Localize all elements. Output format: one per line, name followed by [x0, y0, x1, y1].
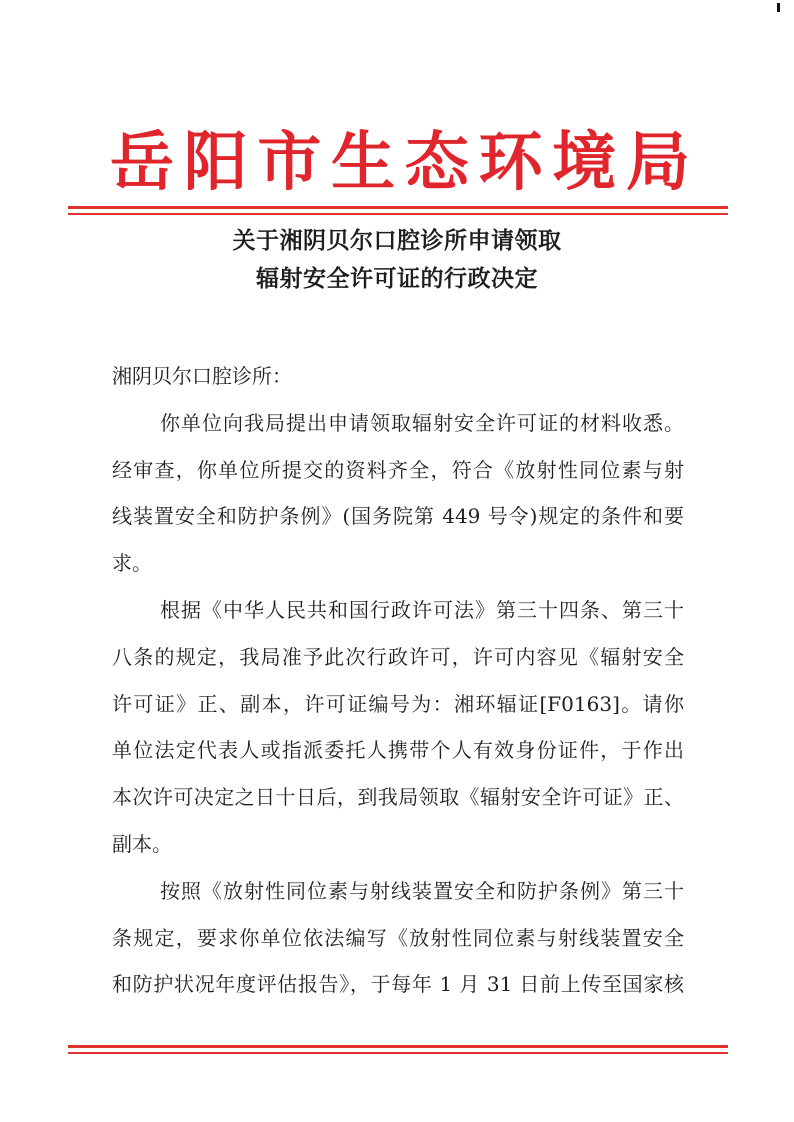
header-rule-thick [68, 206, 728, 209]
paragraph-line: 根据《中华人民共和国行政许可法》第三十四条、第三十 [160, 597, 684, 622]
paragraph-line: 按照《放射性同位素与射线装置安全和防护条例》第三十 [160, 878, 684, 903]
paragraph-line: 本次许可决定之日十日后，到我局领取《辐射安全许可证》正、 [112, 785, 684, 810]
footer-rule-thick [68, 1045, 728, 1048]
paragraph-line: 副本。 [112, 831, 172, 856]
paragraph-line: 你单位向我局提出申请领取辐射安全许可证的材料收悉。 [160, 410, 684, 435]
paragraph-line: 和防护状况年度评估报告》，于每年 1 月 31 日前上传至国家核 [112, 972, 684, 997]
document-title [100, 222, 694, 298]
salutation: 湘阴贝尔口腔诊所： [112, 364, 292, 388]
paragraph-line: 八条的规定，我局准予此次行政许可，许可内容见《辐射安全 [112, 644, 684, 669]
title-line-2: 辐射安全许可证的行政决定 [256, 265, 538, 292]
paragraph-3 [112, 868, 684, 1008]
footer-rule-thin [68, 1052, 728, 1054]
paragraph-1 [112, 400, 684, 587]
issuing-authority-header: 岳阳市生态环境局 [110, 125, 690, 200]
paragraph-line: 单位法定代表人或指派委托人携带个人有效身份证件，于作出 [112, 738, 684, 763]
paragraph-line: 线装置安全和防护条例》(国务院第 449 号令)规定的条件和要 [112, 504, 684, 529]
paragraph-line: 许可证》正、副本，许可证编号为：湘环辐证[F0163]。请你 [112, 691, 684, 716]
paragraph-line: 求。 [112, 551, 152, 576]
paragraph-line: 经审查，你单位所提交的资料齐全，符合《放射性同位素与射 [112, 457, 684, 482]
document-body [112, 353, 684, 1008]
header-rule-thin [68, 213, 728, 215]
scan-mark [777, 3, 780, 12]
title-line-1: 关于湘阴贝尔口腔诊所申请领取 [232, 227, 562, 254]
paragraph-2 [112, 587, 684, 868]
paragraph-line: 条规定，要求你单位依法编写《放射性同位素与射线装置安全 [112, 925, 684, 950]
